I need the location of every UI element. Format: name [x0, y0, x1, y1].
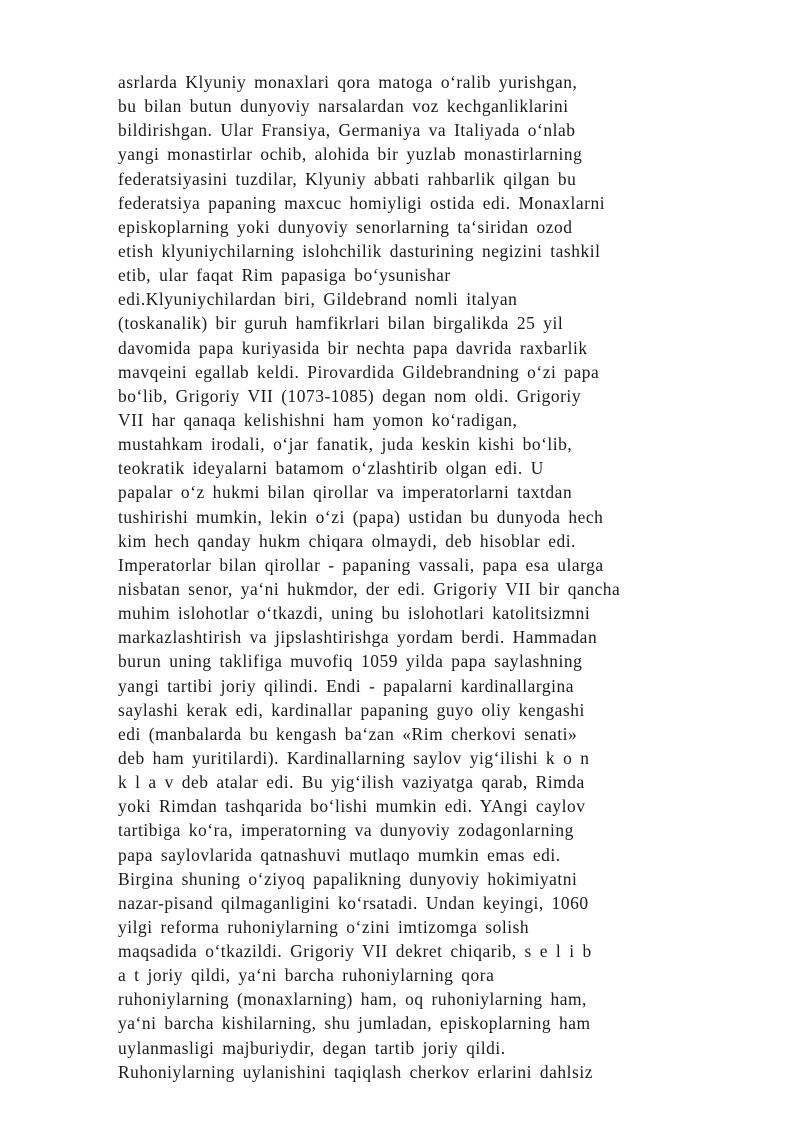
text-line: davomida papa kuriyasida bir nechta papa davrida raxbarlik [118, 337, 588, 358]
text-line: episkoplarning yoki dunyoviy senorlarning ta‘siridan ozod [118, 216, 573, 237]
text-line: k l a v deb atalar edi. Bu yig‘ilish vaziyatga qarab, Rimda [118, 772, 585, 793]
text-line: yangi tartibi joriy qilindi. Endi - papalarni kardinallargina [118, 675, 575, 696]
text-line: tushirishi mumkin, lekin o‘zi (papa) ustidan bu dunyoda hech [118, 506, 604, 527]
text-line: Imperatorlar bilan qirollar - papaning vassali, papa esa ularga [118, 554, 604, 575]
text-line: yangi monastirlar ochib, alohida bir yuzlab monastirlarning [118, 144, 583, 165]
text-line: maqsadida o‘tkazildi. Grigoriy VII dekret chiqarib, s e l i b [118, 941, 592, 962]
text-line: asrlarda Klyuniy monaxlari qora matoga o‘ralib yurishgan, [118, 72, 578, 92]
body-text [118, 70, 746, 1084]
text-line: edi (manbalarda bu kengash ba‘zan «Rim cherkovi senati» [118, 723, 578, 744]
text-line: etib, ular faqat Rim papasiga bo‘ysunishar [118, 265, 451, 286]
text-line: markazlashtirish va jipslashtirishga yordam berdi. Hammadan [118, 627, 598, 648]
text-line: federatsiyasini tuzdilar, Klyuniy abbati rahbarlik qilgan bu [118, 168, 577, 189]
text-line: edi.Klyuniychilardan biri, Gildebrand nomli italyan [118, 289, 518, 310]
text-line: Ruhoniylarning uylanishini taqiqlash cherkov erlarini dahlsiz [118, 1061, 594, 1082]
text-line: tartibiga ko‘ra, imperatorning va dunyoviy zodagonlarning [118, 820, 574, 841]
text-line: bo‘lib, Grigoriy VII (1073-1085) degan nom oldi. Grigoriy [118, 385, 582, 406]
text-line: (toskanalik) bir guruh hamfikrlari bilan birgalikda 25 yil [118, 313, 564, 334]
text-line: yilgi reforma ruhoniylarning o‘zini imtizomga solish [118, 916, 530, 937]
text-line: muhim islohotlar o‘tkazdi, uning bu islohotlari katolitsizmni [118, 603, 591, 624]
text-line: mavqeini egallab keldi. Pirovardida Gildebrandning o‘zi papa [118, 361, 600, 382]
text-line: VII har qanaqa kelishishni ham yomon ko‘radigan, [118, 409, 518, 430]
text-line: papalar o‘z hukmi bilan qirollar va imperatorlarni taxtdan [118, 482, 573, 503]
text-line: papa saylovlarida qatnashuvi mutlaqo mumkin emas edi. [118, 844, 561, 865]
text-line: etish klyuniychilarning islohchilik dasturining negizini tashkil [118, 240, 601, 261]
text-line: uylanmasligi majburiydir, degan tartib joriy qildi. [118, 1037, 506, 1058]
text-line: burun uning taklifiga muvofiq 1059 yilda papa saylashning [118, 651, 583, 672]
text-line: federatsiya papaning maxcuc homiyligi ostida edi. Monaxlarni [118, 192, 606, 213]
text-line: ruhoniylarning (monaxlarning) ham, oq ruhoniylarning ham, [118, 989, 587, 1010]
text-line: yoki Rimdan tashqarida bo‘lishi mumkin edi. YAngi caylov [118, 796, 586, 817]
text-line: kim hech qanday hukm chiqara olmaydi, deb hisoblar edi. [118, 530, 576, 551]
text-line: a t joriy qildi, ya‘ni barcha ruhoniylarning qora [118, 965, 495, 986]
text-line: saylashi kerak edi, kardinallar papaning guyo oliy kengashi [118, 699, 585, 720]
text-line: teokratik ideyalarni batamom o‘zlashtirib olgan edi. U [118, 458, 544, 479]
text-line: deb ham yuritilardi). Kardinallarning saylov yig‘ilishi k o n [118, 747, 590, 768]
text-line: nisbatan senor, ya‘ni hukmdor, der edi. Grigoriy VII bir qancha [118, 578, 621, 599]
text-line: Birgina shuning o‘ziyoq papalikning dunyoviy hokimiyatni [118, 868, 578, 889]
text-line: mustahkam irodali, o‘jar fanatik, juda keskin kishi bo‘lib, [118, 434, 573, 455]
text-line: bildirishgan. Ular Fransiya, Germaniya va Italiyada o‘nlab [118, 120, 576, 141]
text-line: ya‘ni barcha kishilarning, shu jumladan, episkoplarning ham [118, 1013, 591, 1034]
text-line: bu bilan butun dunyoviy narsalardan voz kechganliklarini [118, 96, 569, 117]
text-line: nazar-pisand qilmaganligini ko‘rsatadi. Undan keyingi, 1060 [118, 892, 589, 913]
